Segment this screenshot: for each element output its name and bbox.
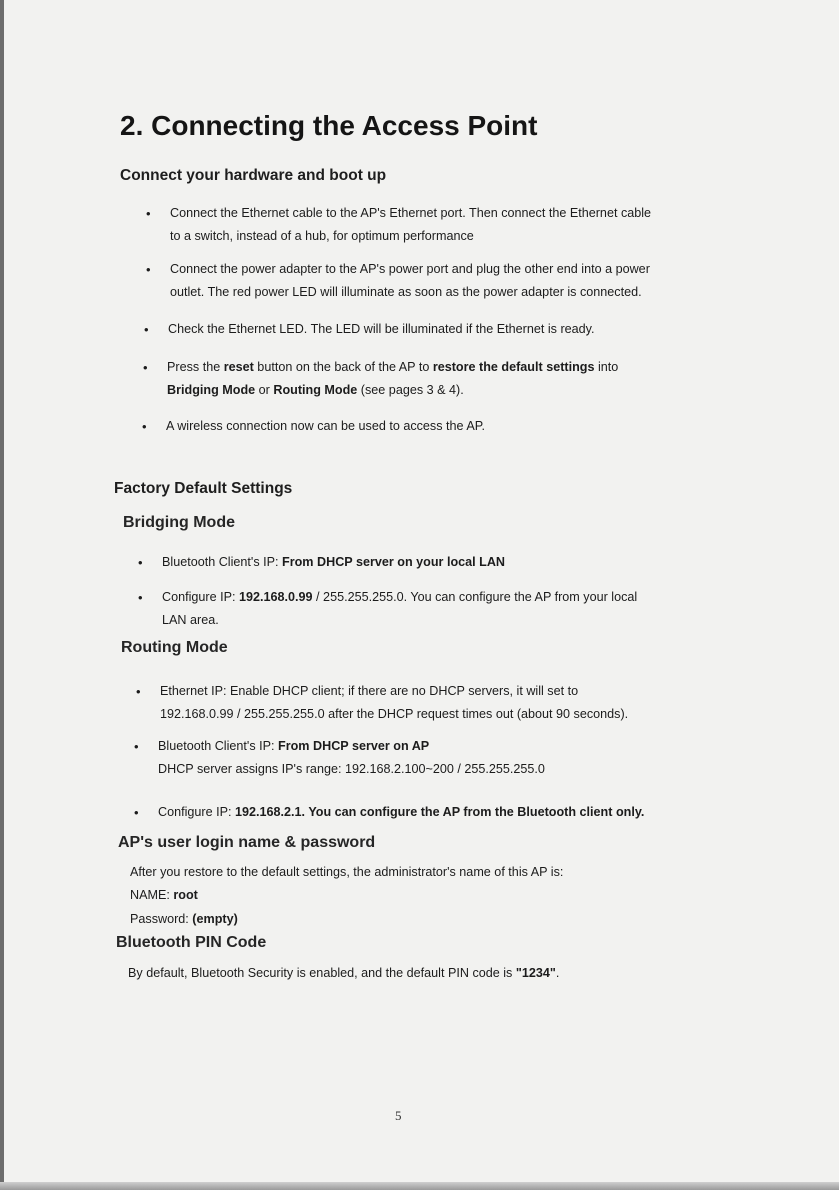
- pin-heading: Bluetooth PIN Code: [116, 934, 267, 951]
- login-heading: AP's user login name & password: [118, 834, 376, 851]
- pin-text: By default, Bluetooth Security is enabled, and the default PIN code is "1234".: [128, 966, 560, 980]
- bullet-icon: •: [142, 419, 147, 434]
- scan-bottom-shadow: [0, 1182, 839, 1190]
- login-name: NAME: root: [130, 888, 198, 902]
- factory-defaults-heading: Factory Default Settings: [114, 480, 293, 497]
- bullet-icon: •: [138, 555, 143, 570]
- list-item: • A wireless connection now can be used to access the AP.: [166, 415, 726, 438]
- list-item: • Ethernet IP: Enable DHCP client; if there are no DHCP servers, it will set to 192.168.0.99 / 255.255.255.0 after the DHCP request times out (about 90 seconds).: [160, 680, 720, 726]
- bullet-icon: •: [144, 322, 149, 337]
- bullet-icon: •: [146, 206, 151, 221]
- bullet-icon: •: [134, 739, 139, 754]
- list-item: • Bluetooth Client's IP: From DHCP server on AP DHCP server assigns IP's range: 192.168.2.100~200 / 255.255.255.0: [158, 735, 718, 781]
- bullet-icon: •: [143, 360, 148, 375]
- bullet-icon: •: [138, 590, 143, 605]
- list-item: • Connect the power adapter to the AP's power port and plug the other end into a power outlet. The red power LED will illuminate as soon as the power adapter is connected.: [170, 258, 730, 304]
- bridging-mode-heading: Bridging Mode: [123, 514, 235, 531]
- page-number: 5: [395, 1108, 402, 1123]
- routing-mode-heading: Routing Mode: [121, 639, 228, 656]
- list-item: • Check the Ethernet LED. The LED will be illuminated if the Ethernet is ready.: [168, 318, 728, 341]
- page-edge: [0, 0, 4, 1190]
- page-title: 2. Connecting the Access Point: [120, 110, 538, 141]
- list-item: • Connect the Ethernet cable to the AP's Ethernet port. Then connect the Ethernet cable to a switch, instead of a hub, for optimum performance: [170, 202, 730, 248]
- login-password: Password: (empty): [130, 912, 238, 926]
- list-item: • Configure IP: 192.168.2.1. You can configure the AP from the Bluetooth client only.: [158, 801, 728, 824]
- bullet-icon: •: [146, 262, 151, 277]
- bullet-icon: •: [134, 805, 139, 820]
- connect-heading: Connect your hardware and boot up: [120, 167, 387, 184]
- list-item: • Configure IP: 192.168.0.99 / 255.255.255.0. You can configure the AP from your local LAN area.: [162, 586, 722, 632]
- bullet-icon: •: [136, 684, 141, 699]
- list-item: • Bluetooth Client's IP: From DHCP server on your local LAN: [162, 551, 722, 574]
- login-intro: After you restore to the default settings, the administrator's name of this AP is:: [130, 865, 564, 879]
- list-item: • Press the reset button on the back of the AP to restore the default settings into Bridging Mode or Routing Mode (see pages 3 & 4).: [167, 356, 727, 402]
